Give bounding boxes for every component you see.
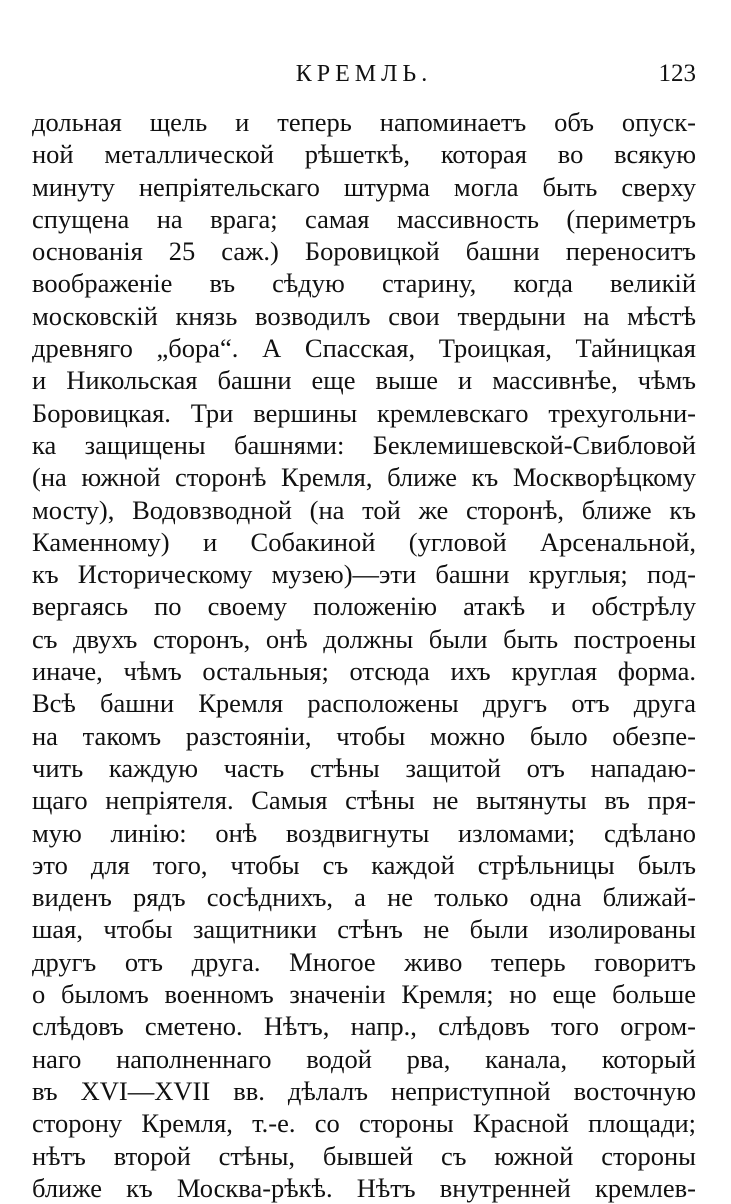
text-line: сторону Кремля, т.-е. со стороны Красной площади;: [32, 1108, 696, 1139]
text-line: мую линію: онѣ воздвигнуты изломами; сдѣлано: [32, 817, 696, 848]
text-line: съ двухъ сторонъ, онѣ должны были быть построены: [32, 623, 696, 654]
text-line: въ XVI—XVII вв. дѣлалъ неприступной восточную: [32, 1075, 696, 1106]
text-line: наго наполненнаго водой рва, канала, который: [32, 1043, 696, 1074]
text-line: ближе къ Москва-рѣкѣ. Нѣтъ внутренней кремлев-: [32, 1172, 696, 1203]
text-line: воображеніе въ сѣдую старину, когда великій: [32, 268, 696, 299]
text-line: вергаясь по своему положенію атакѣ и обстрѣлу: [32, 591, 696, 622]
text-line: нѣтъ второй стѣны, бывшей съ южной стороны: [32, 1140, 696, 1171]
text-line: дольная щель и теперь напоминаетъ объ опуск-: [32, 107, 696, 137]
text-line: ной металлической рѣшеткѣ, которая во всякую: [32, 139, 696, 170]
text-line: ка защищены башнями: Беклемишевской-Свибловой: [32, 429, 696, 460]
text-line: виденъ рядъ сосѣднихъ, а не только одна ближай-: [32, 882, 696, 913]
text-line: мосту), Водовзводной (на той же сторонѣ, ближе къ: [32, 494, 696, 525]
text-line: къ Историческому музею)—эти башни круглыя; под-: [32, 559, 696, 590]
text-line: это для того, чтобы съ каждой стрѣльницы былъ: [32, 849, 696, 880]
page-number: 123: [658, 60, 696, 87]
text-line: Каменному) и Собакиной (угловой Арсенальной,: [32, 526, 696, 557]
text-line: основанія 25 саж.) Боровицкой башни переноситъ: [32, 236, 696, 267]
text-line: московскій князь возводилъ свои твердыни на мѣстѣ: [32, 300, 696, 331]
text-line: другъ отъ друга. Многое живо теперь говоритъ: [32, 946, 696, 977]
text-line: о быломъ военномъ значеніи Кремля; но еще больше: [32, 979, 696, 1010]
text-line: чить каждую часть стѣны защитой отъ нападаю-: [32, 752, 696, 783]
text-line: слѣдовъ сметено. Нѣтъ, напр., слѣдовъ того огром-: [32, 1011, 696, 1042]
running-title: КРЕМЛЬ.: [295, 61, 433, 87]
text-line: иначе, чѣмъ остальныя; отсюда ихъ круглая форма.: [32, 656, 696, 687]
text-line: спущена на врага; самая массивность (периметръ: [32, 203, 696, 234]
body-text: [32, 106, 696, 1204]
text-line: щаго непріятеля. Самыя стѣны не вытянуты въ пря-: [32, 785, 696, 816]
text-line: Всѣ башни Кремля расположены другъ отъ друга: [32, 688, 696, 719]
running-header: [32, 56, 696, 92]
text-line: на такомъ разстояніи, чтобы можно было обезпе-: [32, 720, 696, 751]
text-line: Боровицкая. Три вершины кремлевскаго трехугольни-: [32, 397, 696, 428]
text-line: и Никольская башни еще выше и массивнѣе, чѣмъ: [32, 365, 696, 396]
text-line: шая, чтобы защитники стѣнъ не были изолированы: [32, 914, 696, 945]
text-line: (на южной сторонѣ Кремля, ближе къ Москворѣцкому: [32, 462, 696, 493]
text-line: минуту непріятельскаго штурма могла быть сверху: [32, 171, 696, 202]
text-line: древняго „бора“. А Спасская, Троицкая, Тайницкая: [32, 333, 696, 364]
